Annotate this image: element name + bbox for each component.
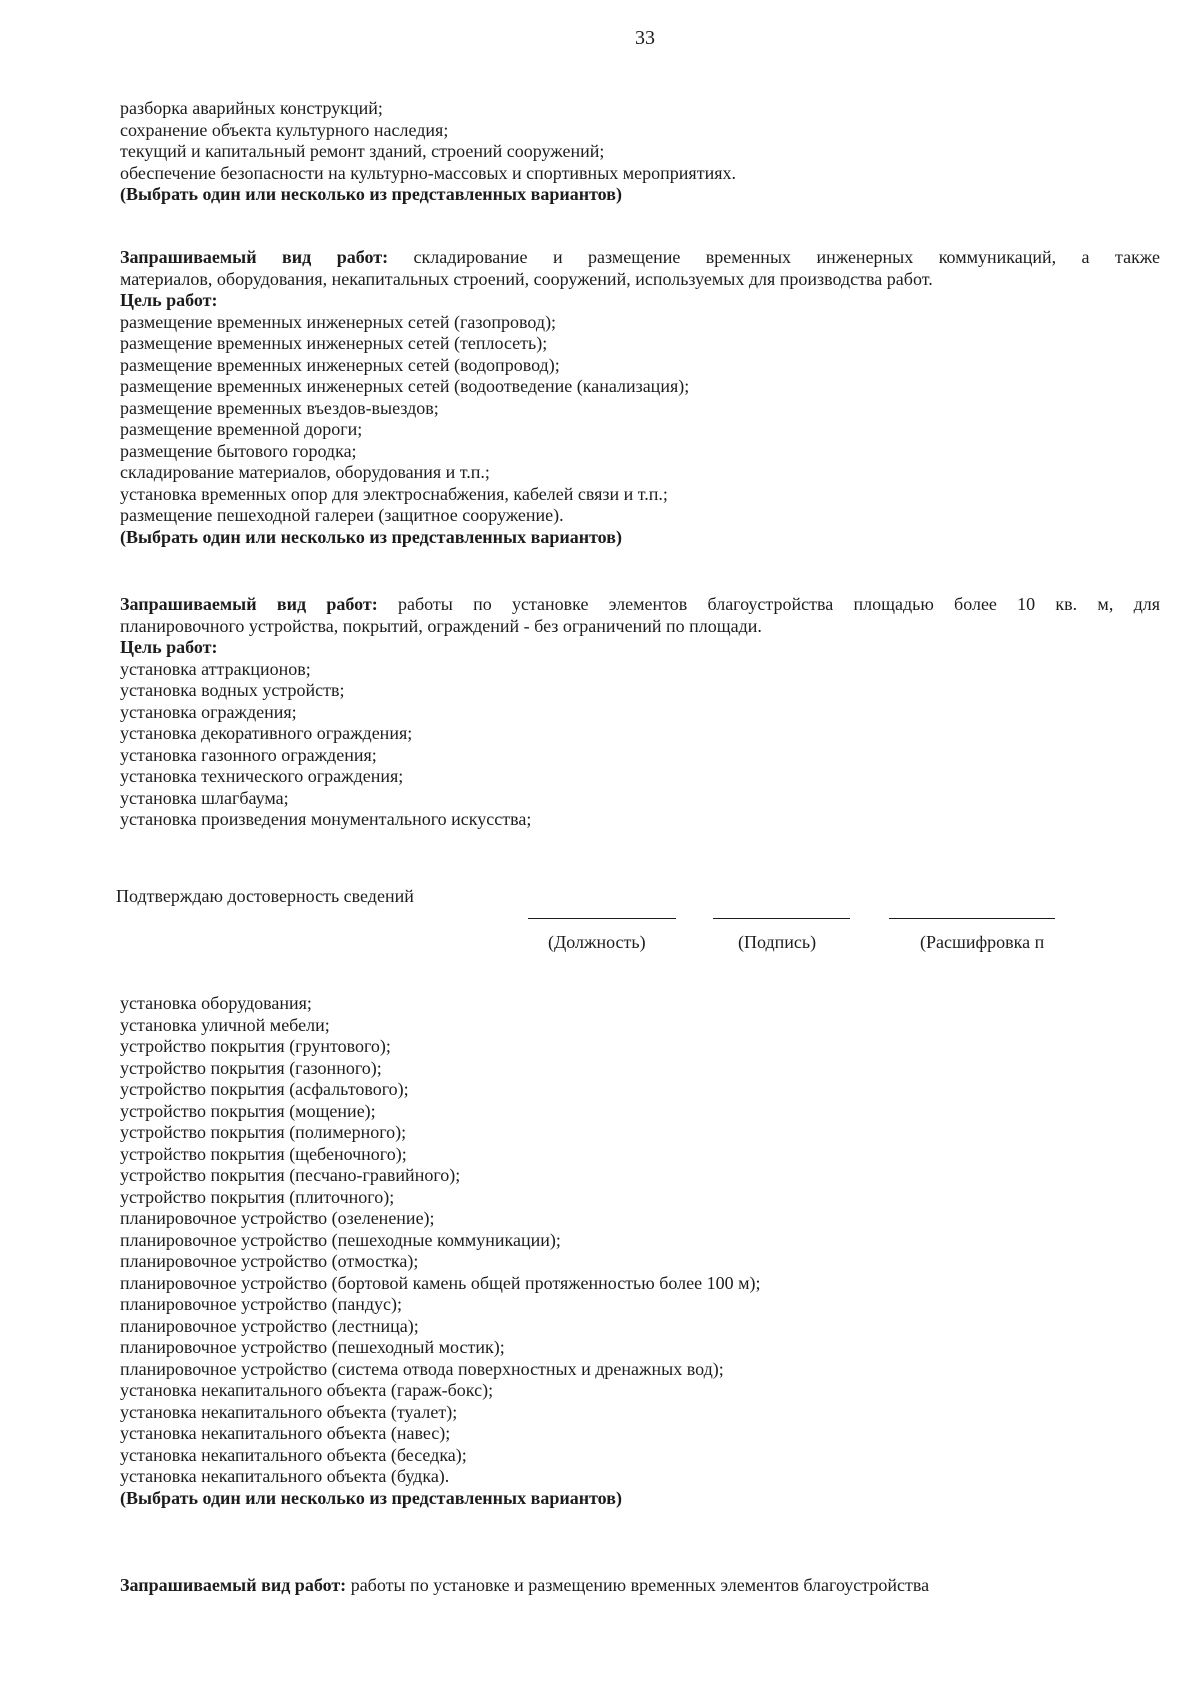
confirmation-text: Подтверждаю достоверность сведений xyxy=(116,886,414,906)
list-item: устройство покрытия (асфальтового); xyxy=(120,1079,409,1099)
list-item: размещение временной дороги; xyxy=(120,419,363,439)
list-item: планировочное устройство (пандус); xyxy=(120,1294,403,1314)
position-caption: (Должность) xyxy=(548,932,646,952)
request-label: Запрашиваемый вид работ: xyxy=(120,1575,347,1595)
section-request-storage xyxy=(120,247,1160,548)
request-line xyxy=(120,1575,1160,1597)
list-item: планировочное устройство (система отвода поверхностных и дренажных вод); xyxy=(120,1358,724,1379)
request-line xyxy=(120,594,1160,616)
signature-line-signature xyxy=(713,918,850,919)
request-text: работы по установке элементов благоустройства площадью более 10 кв. м, для xyxy=(397,594,1160,614)
list-item: планировочное устройство (пешеходный мостик); xyxy=(120,1337,505,1357)
list-item: установка оборудования; xyxy=(120,993,312,1013)
list-item: установка ограждения; xyxy=(120,701,297,722)
list-item: планировочное устройство (отмостка); xyxy=(120,1251,419,1271)
request-text: работы по установке и размещению временных элементов благоустройства xyxy=(350,1575,930,1595)
signature-line-position xyxy=(528,918,676,919)
list-item: устройство покрытия (мощение); xyxy=(120,1100,376,1121)
list-item: устройство покрытия (щебеночного); xyxy=(120,1143,407,1164)
list-item: установка водных устройств; xyxy=(120,680,345,700)
goal-label: Цель работ: xyxy=(120,637,218,657)
list-item: установка некапитального объекта (будка). xyxy=(120,1466,450,1486)
request-label: Запрашиваемый вид работ: xyxy=(120,594,378,614)
list-item: размещение временных въездов-выездов; xyxy=(120,397,439,418)
request-line xyxy=(120,247,1160,269)
list-item: планировочное устройство (пешеходные коммуникации); xyxy=(120,1229,561,1250)
list-item: планировочное устройство (лестница); xyxy=(120,1315,419,1336)
list-item: планировочное устройство (бортовой камень общей протяженностью более 100 м); xyxy=(120,1272,761,1293)
list-item: разборка аварийных конструкций; xyxy=(120,98,383,118)
list-item: планировочное устройство (озеленение); xyxy=(120,1208,435,1228)
list-item: текущий и капитальный ремонт зданий, строений сооружений; xyxy=(120,141,605,161)
list-item: обеспечение безопасности на культурно-массовых и спортивных мероприятиях. xyxy=(120,162,736,183)
list-item: размещение временных инженерных сетей (теплосеть); xyxy=(120,333,548,353)
decoding-caption: (Расшифровка п xyxy=(920,932,1045,952)
list-item: установка шлагбаума; xyxy=(120,787,289,808)
list-item: размещение временных инженерных сетей (водопровод); xyxy=(120,354,560,375)
list-item: установка временных опор для электроснабжения, кабелей связи и т.п.; xyxy=(120,483,668,504)
section-request-landscaping xyxy=(120,594,1160,831)
list-item: сохранение объекта культурного наследия; xyxy=(120,119,449,140)
choose-note: (Выбрать один или несколько из представленных вариантов) xyxy=(120,184,622,204)
choose-note: (Выбрать один или несколько из представленных вариантов) xyxy=(120,1487,622,1508)
request-label: Запрашиваемый вид работ: xyxy=(120,247,389,267)
request-text: складирование и размещение временных инженерных коммуникаций, а также xyxy=(413,247,1160,267)
list-item: складирование материалов, оборудования и т.п.; xyxy=(120,462,490,482)
section-request-temporary xyxy=(120,1575,1160,1597)
list-item: установка некапитального объекта (гараж-бокс); xyxy=(120,1380,494,1400)
list-item: устройство покрытия (полимерного); xyxy=(120,1122,407,1142)
list-item: установка декоративного ограждения; xyxy=(120,723,413,743)
list-item: установка аттракционов; xyxy=(120,658,311,679)
list-item: устройство покрытия (грунтового); xyxy=(120,1036,391,1056)
section-landscaping-continued xyxy=(120,993,1160,1509)
list-item: установка некапитального объекта (беседка); xyxy=(120,1444,467,1465)
list-item: установка технического ограждения; xyxy=(120,766,404,786)
list-item: размещение временных инженерных сетей (газопровод); xyxy=(120,311,557,332)
list-item: размещение временных инженерных сетей (водоотведение (канализация); xyxy=(120,376,690,396)
list-item: установка некапитального объекта (навес); xyxy=(120,1423,451,1443)
choose-note: (Выбрать один или несколько из представленных вариантов) xyxy=(120,526,622,547)
request-text-continued: материалов, оборудования, некапитальных строений, сооружений, используемых для производства работ. xyxy=(120,268,933,289)
list-item: установка уличной мебели; xyxy=(120,1014,330,1035)
list-item: установка газонного ограждения; xyxy=(120,744,377,765)
list-item: размещение пешеходной галереи (защитное сооружение). xyxy=(120,505,564,525)
goal-label: Цель работ: xyxy=(120,290,218,310)
list-item: установка произведения монументального искусства; xyxy=(120,809,532,829)
list-item: устройство покрытия (песчано-гравийного); xyxy=(120,1165,461,1185)
section-top xyxy=(120,98,1160,206)
list-item: устройство покрытия (газонного); xyxy=(120,1057,382,1078)
signature-line-decoding xyxy=(889,918,1055,919)
list-item: установка некапитального объекта (туалет); xyxy=(120,1401,458,1422)
signature-caption: (Подпись) xyxy=(738,932,817,952)
list-item: размещение бытового городка; xyxy=(120,440,357,461)
page-number: 33 xyxy=(635,27,655,49)
request-text-continued: планировочного устройства, покрытий, ограждений - без ограничений по площади. xyxy=(120,615,762,636)
list-item: устройство покрытия (плиточного); xyxy=(120,1186,395,1207)
